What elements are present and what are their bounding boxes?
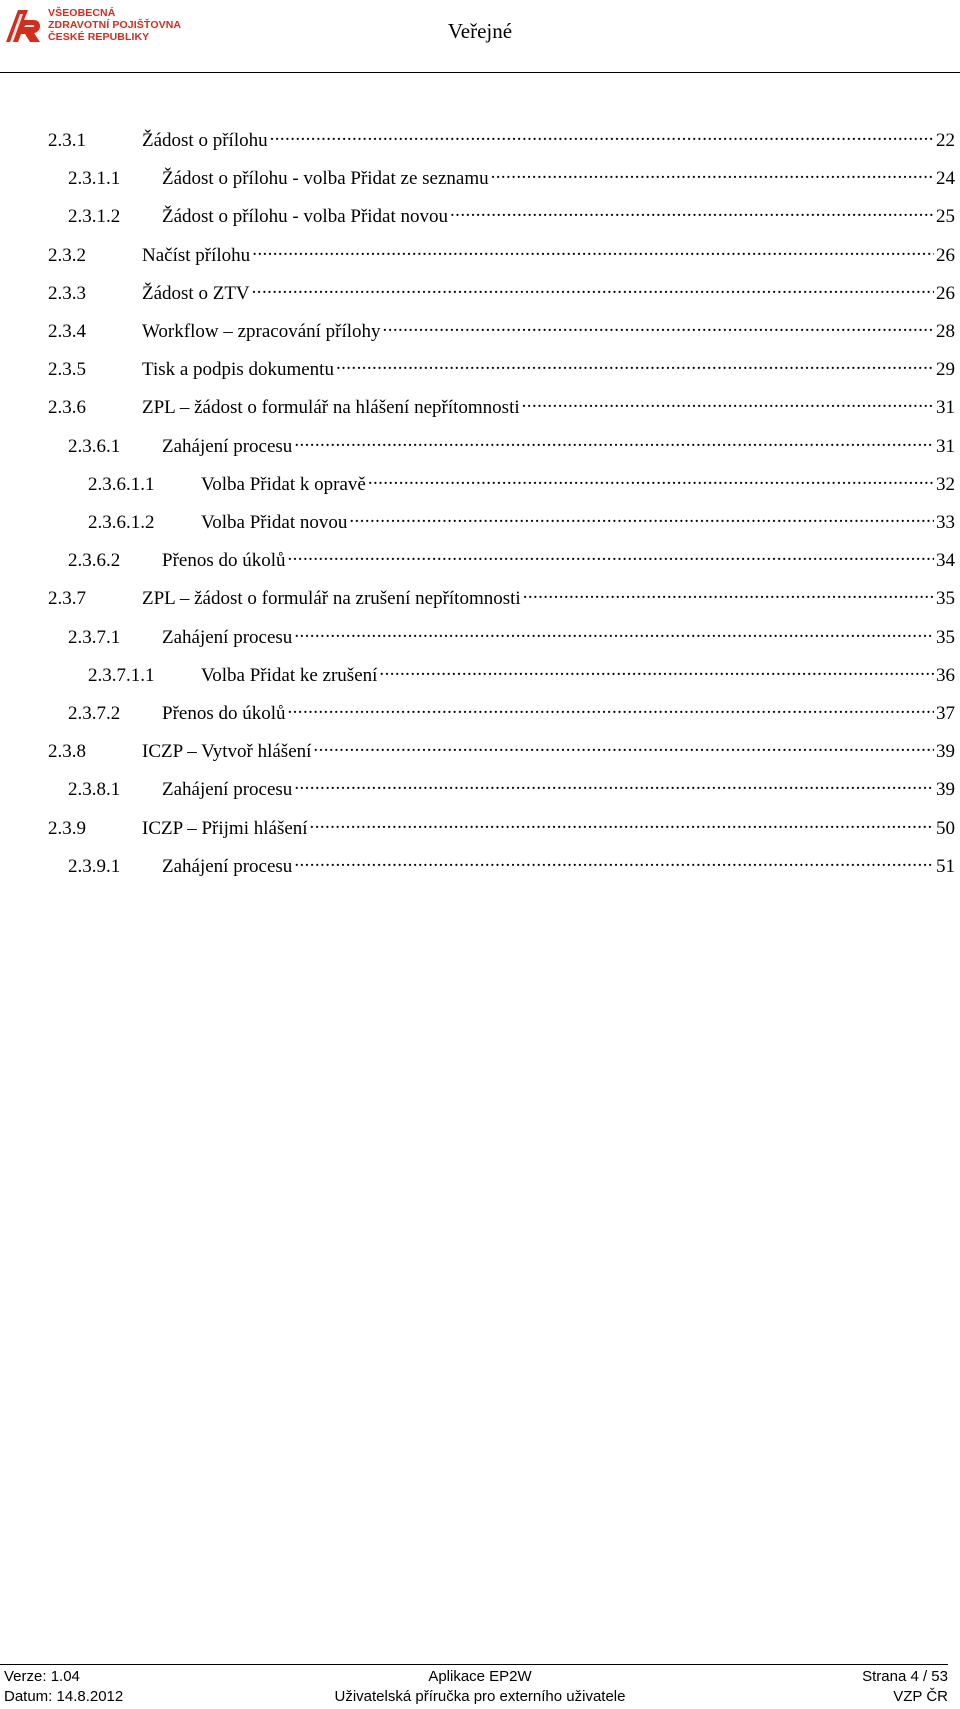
toc-entry-page: 51 (936, 855, 955, 877)
footer-manual-title: Uživatelská příručka pro externího uživatele (334, 1688, 626, 1705)
toc-entry-title: Tisk a podpis dokumentu (142, 359, 334, 381)
toc-entry[interactable] (68, 852, 955, 880)
toc-entry-title: Volba Přidat novou (201, 512, 348, 533)
footer-right (862, 1667, 948, 1707)
toc-entry-title: ICZP – Vytvoř hlášení (142, 741, 312, 763)
toc-entry-title: Přenos do úkolů (162, 703, 286, 724)
toc-entry-page: 31 (936, 397, 955, 419)
toc-entry-page: 28 (936, 321, 955, 342)
toc-entry-number: 2.3.7 (48, 588, 86, 610)
toc-entry-page: 50 (936, 817, 955, 839)
toc-dot-leader (450, 202, 934, 222)
toc-entry[interactable] (68, 623, 955, 651)
toc-entry[interactable] (68, 699, 955, 727)
toc-dot-leader (522, 393, 934, 413)
toc-entry[interactable] (48, 355, 955, 383)
toc-entry-page: 24 (936, 168, 955, 190)
toc-entry-number: 2.3.1 (48, 130, 86, 151)
toc-entry-page: 33 (936, 512, 955, 533)
toc-entry[interactable] (48, 584, 955, 612)
page-header (0, 0, 960, 74)
toc-entry-title: Žádost o přílohu - volba Přidat novou (162, 206, 449, 228)
toc-entry-page: 37 (936, 703, 955, 724)
logo-line: VŠEOBECNÁ (48, 7, 116, 19)
toc-entry[interactable] (48, 393, 955, 421)
toc-entry-page: 32 (936, 473, 955, 495)
toc-entry-number: 2.3.6.1.2 (88, 512, 155, 533)
toc-entry-page: 34 (936, 550, 955, 572)
toc-entry-number: 2.3.3 (48, 282, 86, 304)
toc-entry-title: Přenos do úkolů (162, 550, 286, 572)
page-footer (0, 1667, 948, 1707)
toc-entry-number: 2.3.2 (48, 244, 86, 266)
toc-dot-leader (288, 699, 935, 719)
toc-dot-leader (368, 470, 934, 490)
toc-entry-page: 31 (936, 435, 955, 457)
toc-dot-leader (252, 279, 934, 299)
toc-entry-number: 2.3.6.1.1 (88, 473, 155, 495)
toc-dot-leader (313, 737, 934, 757)
toc-entry-number: 2.3.9 (48, 817, 86, 839)
toc-entry-page: 29 (936, 359, 955, 381)
toc-dot-leader (252, 241, 934, 261)
toc-entry-page: 35 (936, 588, 955, 610)
toc-entry-title: ZPL – žádost o formulář na hlášení nepřítomnosti (142, 397, 520, 419)
toc-entry-number: 2.3.4 (48, 321, 86, 342)
toc-entry[interactable] (68, 432, 955, 460)
toc-entry-number: 2.3.7.1.1 (88, 664, 155, 686)
toc-dot-leader (491, 164, 934, 184)
toc-entry[interactable] (48, 126, 955, 154)
footer-date: Datum: 14.8.2012 (4, 1688, 124, 1705)
toc-entry-number: 2.3.6 (48, 397, 86, 419)
toc-dot-leader (523, 584, 934, 604)
logo-line: ČESKÉ REPUBLIKY (48, 31, 150, 43)
toc-dot-leader (294, 623, 934, 643)
toc-dot-leader (294, 775, 934, 795)
toc-entry[interactable] (48, 241, 955, 269)
footer-divider (0, 1664, 948, 1665)
toc-entry[interactable] (48, 814, 955, 842)
toc-dot-leader (349, 508, 934, 528)
toc-entry-number: 2.3.8 (48, 741, 86, 763)
toc-entry-number: 2.3.8.1 (68, 779, 121, 801)
footer-version: Verze: 1.04 (4, 1668, 80, 1685)
toc-entry-page: 35 (936, 626, 955, 648)
toc-dot-leader (294, 432, 934, 452)
logo-line: ZDRAVOTNÍ POJIŠŤOVNA (48, 19, 182, 31)
toc-entry-title: Žádost o přílohu - volba Přidat ze seznamu (162, 168, 489, 190)
toc-entry-title: Načíst přílohu (142, 244, 251, 266)
toc-entry-page: 26 (936, 244, 955, 266)
toc-entry-number: 2.3.6.1 (68, 435, 121, 457)
toc-entry[interactable] (88, 508, 955, 536)
toc-dot-leader (379, 661, 934, 681)
toc-dot-leader (288, 546, 935, 566)
toc-entry[interactable] (68, 546, 955, 574)
toc-entry[interactable] (48, 737, 955, 765)
toc-entry-page: 22 (936, 130, 955, 151)
toc-entry[interactable] (88, 470, 955, 498)
toc-dot-leader (336, 355, 934, 375)
toc-entry[interactable] (68, 775, 955, 803)
footer-organization: VZP ČR (893, 1688, 948, 1705)
toc-entry-title: ICZP – Přijmi hlášení (142, 817, 308, 839)
toc-entry-number: 2.3.1.2 (68, 206, 121, 228)
toc-entry-title: Zahájení procesu (162, 855, 293, 877)
toc-entry-title: Workflow – zpracování přílohy (142, 321, 381, 342)
header-divider (0, 72, 960, 73)
toc-entry[interactable] (48, 279, 955, 307)
footer-page-number: Strana 4 / 53 (862, 1668, 948, 1685)
toc-entry-page: 25 (936, 206, 955, 228)
toc-entry-title: Zahájení procesu (162, 435, 293, 457)
toc-entry-page: 39 (936, 779, 955, 801)
toc-entry-page: 36 (936, 664, 955, 686)
toc-entry-title: Zahájení procesu (162, 779, 293, 801)
toc-entry-page: 39 (936, 741, 955, 763)
toc-entry-number: 2.3.9.1 (68, 855, 121, 877)
toc-dot-leader (270, 126, 934, 146)
toc-entry-number: 2.3.7.1 (68, 626, 121, 648)
toc-entry[interactable] (48, 317, 955, 345)
toc-dot-leader (294, 852, 934, 872)
footer-center (0, 1667, 960, 1707)
toc-dot-leader (310, 814, 934, 834)
toc-entry-number: 2.3.5 (48, 359, 86, 381)
toc-entry-title: ZPL – žádost o formulář na zrušení nepřítomnosti (142, 588, 521, 610)
toc-entry-title: Volba Přidat k opravě (201, 473, 366, 495)
footer-app-name: Aplikace EP2W (428, 1668, 532, 1685)
toc-entry-number: 2.3.1.1 (68, 168, 121, 190)
toc-entry-number: 2.3.6.2 (68, 550, 121, 572)
toc-entry[interactable] (68, 164, 955, 192)
toc-entry-number: 2.3.7.2 (68, 703, 121, 724)
toc-entry[interactable] (68, 202, 955, 230)
document-classification: Veřejné (447, 19, 513, 43)
toc-entry-title: Volba Přidat ke zrušení (201, 664, 378, 686)
toc-entry-title: Žádost o přílohu (142, 130, 268, 151)
toc-entry-page: 26 (936, 282, 955, 304)
toc-entry-title: Zahájení procesu (162, 626, 293, 648)
toc-entry-title: Žádost o ZTV (142, 282, 250, 304)
toc-dot-leader (383, 317, 934, 337)
toc-entry[interactable] (88, 661, 955, 689)
